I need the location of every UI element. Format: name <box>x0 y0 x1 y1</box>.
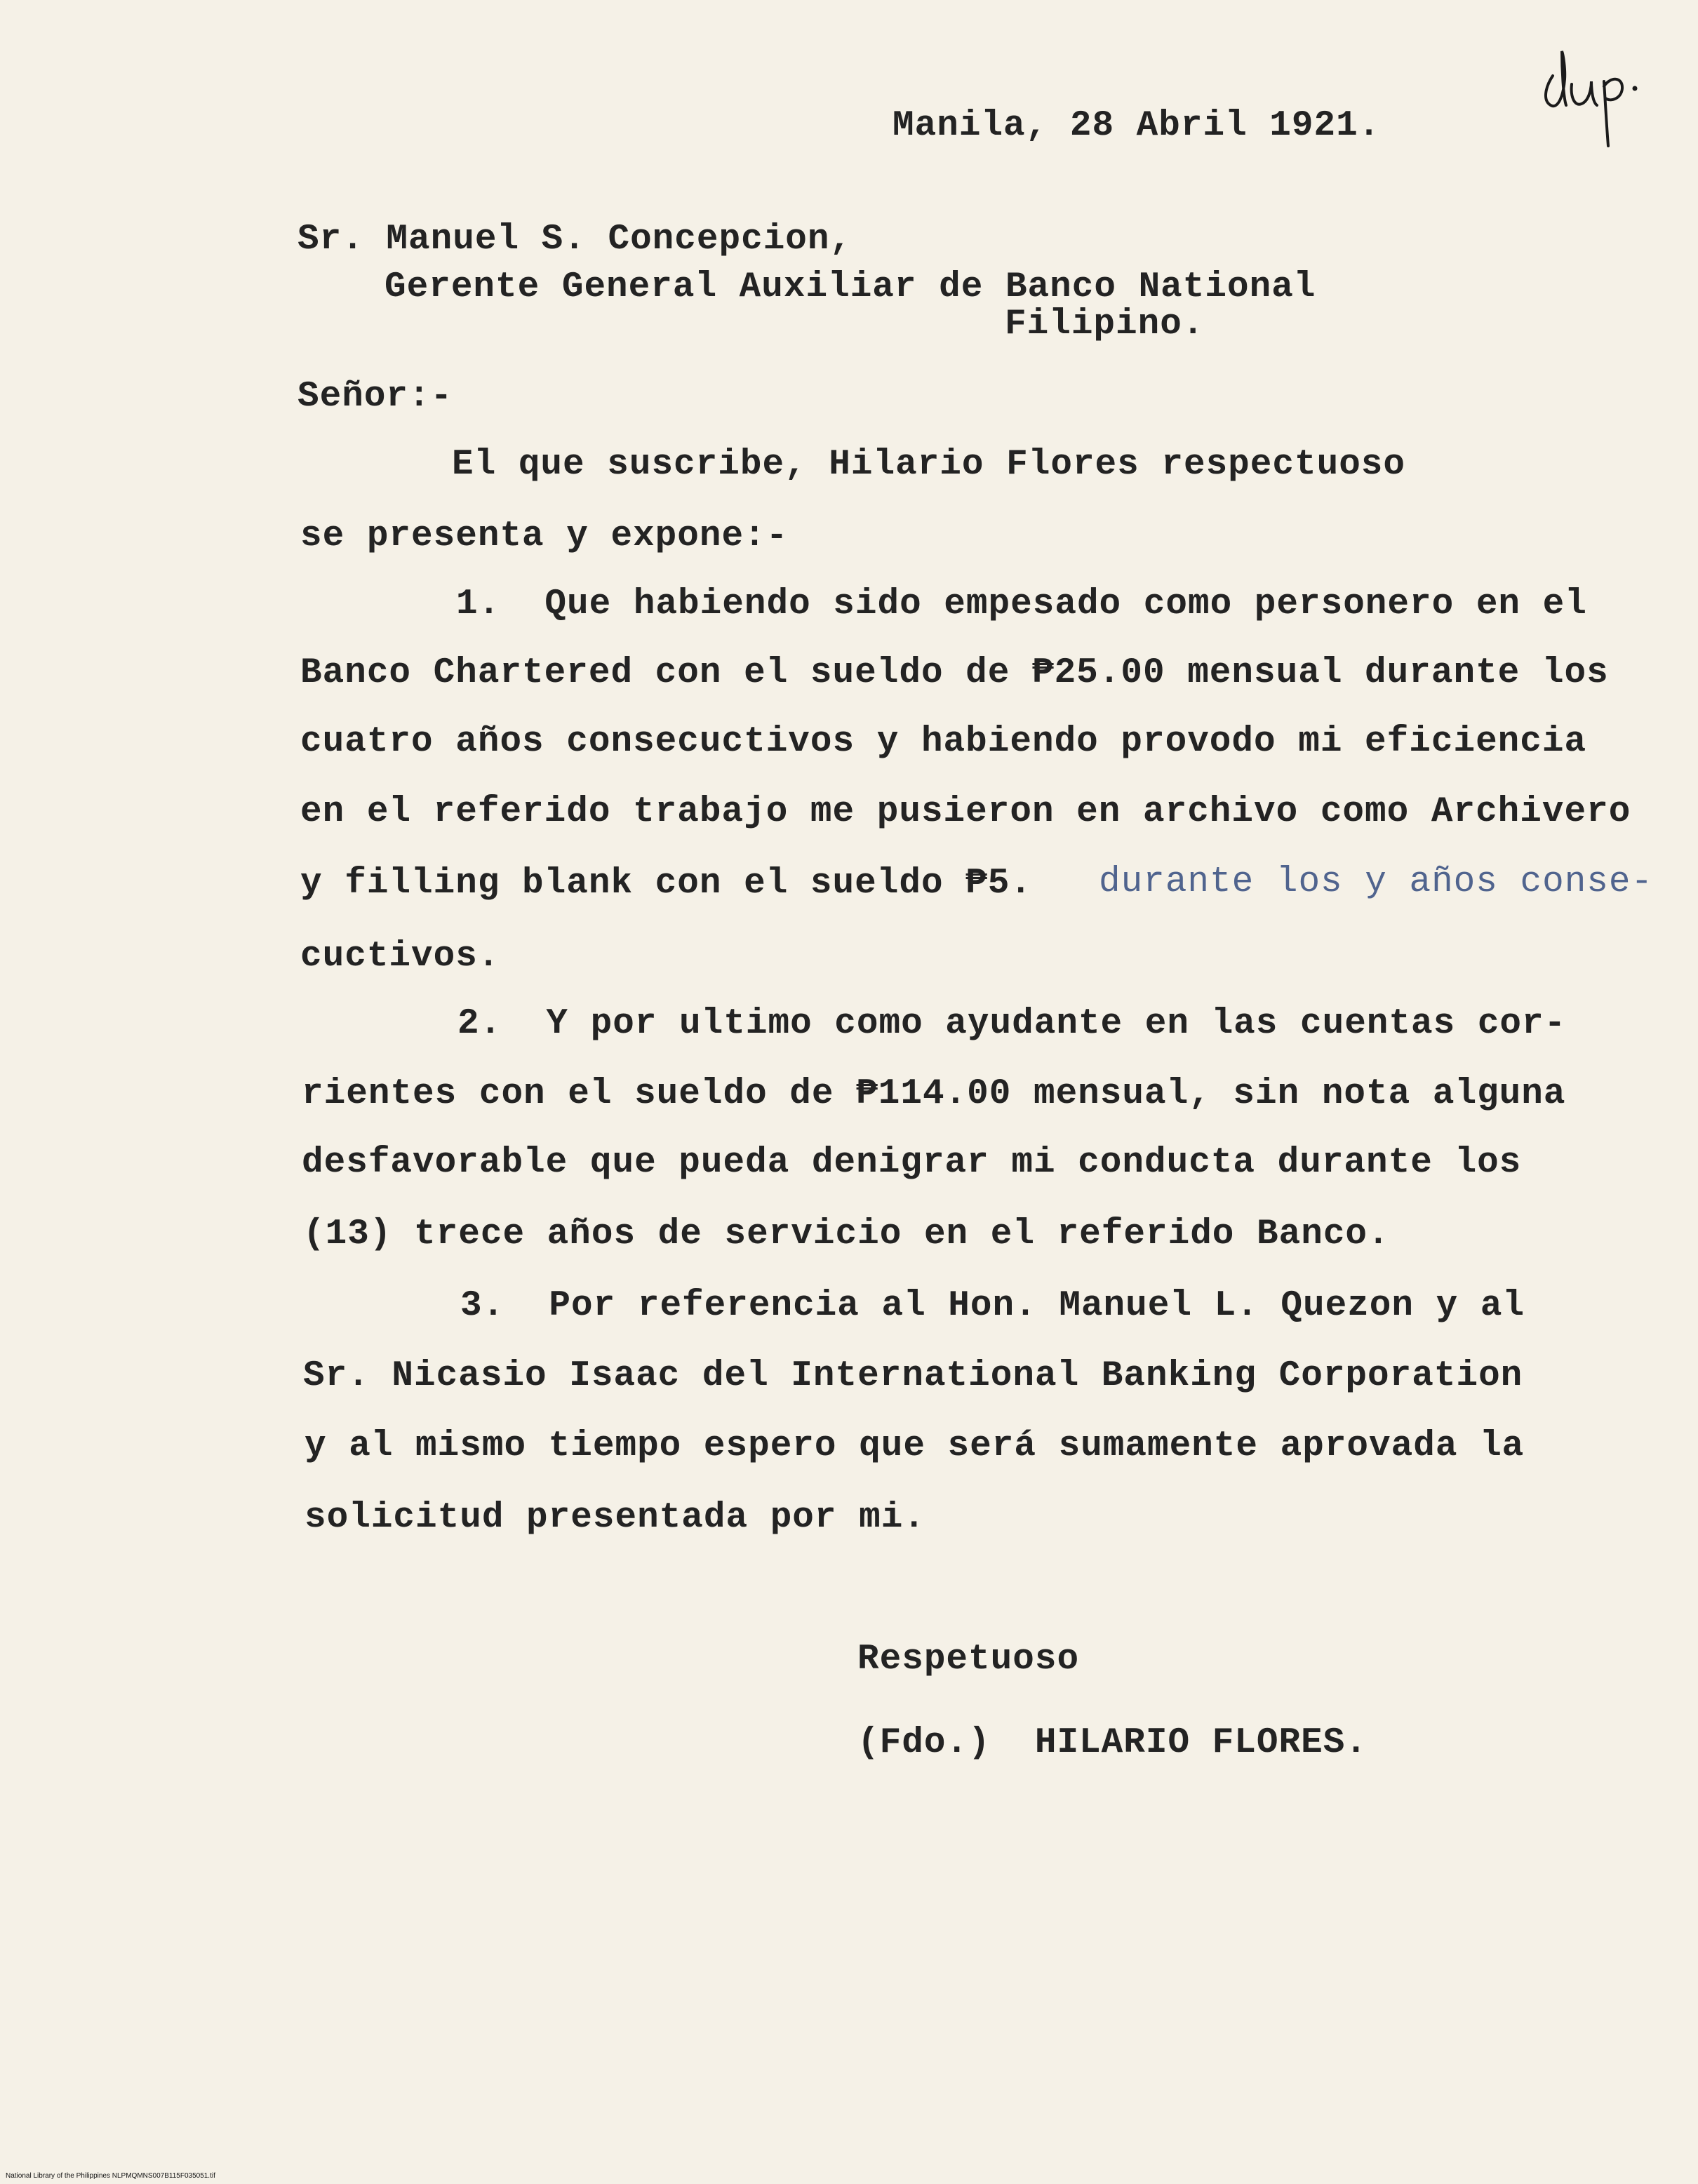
paragraph-1-line-6: cuctivos. <box>300 937 500 977</box>
intro-line-2: se presenta y expone:- <box>300 516 789 556</box>
paragraph-2-line-1: 2. Y por ultimo como ayudante en las cuentas cor- <box>457 1004 1567 1044</box>
archive-footer: National Library of the Philippines NLPMQMNS007B115F035051.tif <box>6 2172 215 2180</box>
letter-date: Manila, 28 Abril 1921. <box>893 106 1381 146</box>
paragraph-2-line-3: desfavorable que pueda denigrar mi conducta durante los <box>302 1143 1522 1183</box>
recipient-title-line-2: Filipino. <box>1005 304 1205 344</box>
paragraph-1-line-1: 1. Que habiendo sido empesado como personero en el <box>456 584 1587 624</box>
intro-line-1: El que suscribe, Hilario Flores respectuoso <box>452 445 1406 485</box>
closing: Respetuoso <box>857 1640 1080 1680</box>
signature: (Fdo.) HILARIO FLORES. <box>857 1723 1368 1763</box>
salutation: Señor:- <box>298 377 453 417</box>
paragraph-3-line-1: 3. Por referencia al Hon. Manuel L. Quezon y al <box>460 1286 1525 1326</box>
handwritten-annotation <box>1528 48 1654 153</box>
paragraph-1-line-4: en el referido trabajo me pusieron en archivo como Archivero <box>300 792 1631 832</box>
paragraph-2-line-2: rientes con el sueldo de ₱114.00 mensual, sin nota alguna <box>302 1074 1566 1114</box>
paragraph-1-line-3: cuatro años consecuctivos y habiendo provodo mi eficiencia <box>300 722 1587 762</box>
recipient-title-line-1: Gerente General Auxiliar de Banco National <box>385 267 1316 307</box>
recipient-name: Sr. Manuel S. Concepcion, <box>298 220 853 260</box>
paragraph-3-line-4: solicitud presentada por mi. <box>305 1498 925 1538</box>
paragraph-3-line-3: y al mismo tiempo espero que será sumamente aprovada la <box>305 1426 1525 1466</box>
paragraph-1-line-5a: y filling blank con el sueldo ₱5. <box>300 864 1032 904</box>
paragraph-1-line-5b: durante los y años conse- <box>1099 862 1654 902</box>
paragraph-2-line-4: (13) trece años de servicio en el referido Banco. <box>303 1214 1390 1254</box>
paragraph-1-line-2: Banco Chartered con el sueldo de ₱25.00 mensual durante los <box>300 653 1609 693</box>
paragraph-3-line-2: Sr. Nicasio Isaac del International Banking Corporation <box>303 1356 1523 1396</box>
